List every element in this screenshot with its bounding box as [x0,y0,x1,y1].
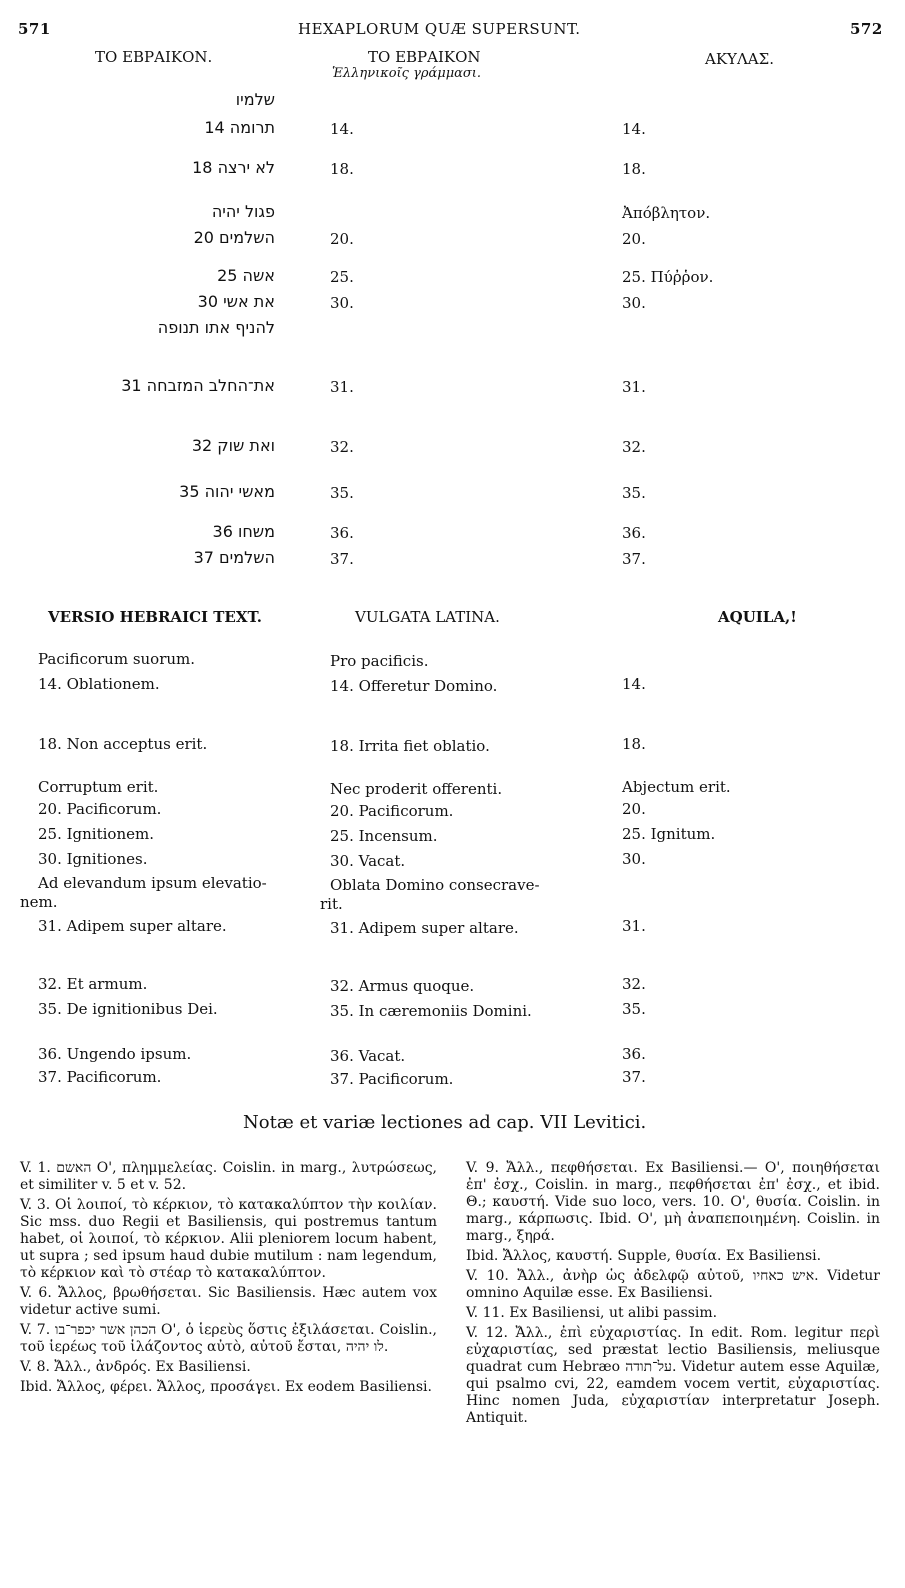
versio-cell: nem. [20,893,58,911]
aquila-greek-cell: 36. [622,524,646,542]
hebrew-cell: תרומה 14 [204,118,275,137]
note-right: V. 9. Ἄλλ., πεφθήσεται. Ex Basiliensi.— O', ποιηθήσεται ἐπ' ἐσχ., Coislin. in marg., πεφθήσεται ἐπ' ἐσχ., et ibid. Θ.; καυστή. Vide suo loco, vers. 10. O', θυσία. Coislin. in marg., κάρπωσις. Ibid. O', μὴ ἀναπεποιημένη. Coislin. in marg., ξηρά. [466,1160,880,1244]
aquila-greek-cell: 18. [622,160,646,178]
aquila-greek-cell: 35. [622,484,646,502]
vulgata-cell: 20. Pacificorum. [330,802,454,820]
hebrew-cell: מאשי יהוה 35 [179,482,275,501]
aquila-latin-cell: 31. [622,917,646,935]
hebrew-cell: השלמים 20 [193,228,275,247]
hebrew-cell: ואת שוק 32 [191,436,275,455]
note-right: V. 11. Ex Basiliensi, ut alibi passim. [466,1305,718,1321]
notes-column-right [466,1160,880,1430]
hebrew-cell: אשה 25 [217,266,275,285]
versio-cell: Corruptum erit. [38,778,159,796]
notes-title: Notæ et variæ lectiones ad cap. VII Levitici. [243,1112,647,1133]
versio-cell: 30. Ignitiones. [38,850,148,868]
hebrew-cell: שלמיו [235,90,275,109]
versio-cell: 32. Et armum. [38,975,148,993]
aquila-greek-cell: Ἀπόβλητον. [622,204,711,222]
greek-transliteration-cell: 18. [330,160,354,178]
aquila-greek-cell: 20. [622,230,646,248]
aquila-latin-cell: 20. [622,800,646,818]
vulgata-cell: Nec proderit offerenti. [330,780,503,798]
versio-cell: 18. Non acceptus erit. [38,735,208,753]
versio-cell: Pacificorum suorum. [38,650,196,668]
note-right: V. 10. Ἄλλ., ἀνὴρ ὡς ἀδελφῷ αὐτοῦ, איש כאחיו. Videtur omnino Aquilæ esse. Ex Basiliensi. [466,1268,881,1301]
aquila-latin-cell: 37. [622,1068,646,1086]
aquila-latin-cell: 35. [622,1000,646,1018]
hebrew-cell: לא ירצה 18 [192,158,275,177]
aquila-greek-cell: 37. [622,550,646,568]
versio-cell: 25. Ignitionem. [38,825,154,843]
greek-transliteration-cell: 20. [330,230,354,248]
aquila-latin-cell: 32. [622,975,646,993]
note-left: Ibid. Ἄλλος, φέρει. Ἄλλος, προσάγει. Ex eodem Basiliensi. [20,1379,432,1395]
notes-column-left [20,1160,437,1399]
aquila-greek-cell: 30. [622,294,646,312]
vulgata-cell: 37. Pacificorum. [330,1070,454,1088]
greek-transliteration-cell: 37. [330,550,354,568]
vulgata-cell: 14. Offeretur Domino. [330,677,498,695]
vulgata-cell: 31. Adipem super altare. [330,919,519,937]
hebrew-cell: את־החלב המזבחה 31 [121,376,275,395]
greek-transliteration-cell: 30. [330,294,354,312]
vulgata-cell: 35. In cæremoniis Domini. [330,1002,532,1020]
vulgata-cell: 36. Vacat. [330,1047,406,1065]
col-heading-vulgata: VULGATA LATINA. [355,608,500,626]
col-heading-hebrew-greek: ΤΟ ΕΒΡΑΙΚΟΝ [368,48,481,66]
versio-cell: 14. Oblationem. [38,675,160,693]
versio-cell: 36. Ungendo ipsum. [38,1045,192,1063]
aquila-latin-cell: 14. [622,675,646,693]
greek-transliteration-cell: 25. [330,268,354,286]
vulgata-cell: 30. Vacat. [330,852,406,870]
aquila-latin-cell: 25. Ignitum. [622,825,716,843]
aquila-greek-cell: 14. [622,120,646,138]
aquila-latin-cell: 36. [622,1045,646,1063]
vulgata-cell: rit. [320,895,343,913]
aquila-greek-cell: 31. [622,378,646,396]
vulgata-cell: 18. Irrita fiet oblatio. [330,737,490,755]
vulgata-cell: Oblata Domino consecrave- [330,876,540,894]
hebrew-cell: משחו 36 [212,522,275,541]
greek-transliteration-cell: 35. [330,484,354,502]
versio-cell: 37. Pacificorum. [38,1068,162,1086]
greek-transliteration-cell: 14. [330,120,354,138]
note-left: V. 1. האשם O', πλημμελείας. Coislin. in marg., λυτρώσεως, et similiter v. 5 et v. 52. [20,1160,437,1193]
hebrew-cell: פגול יהיה [211,202,275,221]
aquila-latin-cell: Abjectum erit. [622,778,731,796]
versio-cell: 20. Pacificorum. [38,800,162,818]
running-title: HEXAPLORUM QUÆ SUPERSUNT. [298,20,581,38]
hebrew-cell: השלמים 37 [193,548,275,567]
aquila-latin-cell: 30. [622,850,646,868]
aquila-greek-cell: 25. Πύῤῥον. [622,268,714,286]
col-heading-versio: VERSIO HEBRAICI TEXT. [48,608,262,626]
versio-cell: 31. Adipem super altare. [38,917,227,935]
greek-transliteration-cell: 36. [330,524,354,542]
aquila-latin-cell: 18. [622,735,646,753]
note-right: Ibid. Ἄλλος, καυστή. Supple, θυσία. Ex Basiliensi. [466,1248,822,1264]
page-number-right: 572 [850,20,883,38]
vulgata-cell: Pro pacificis. [330,652,429,670]
col-heading-hebrew: ΤΟ ΕΒΡΑΙΚΟΝ. [95,48,213,66]
note-left: V. 6. Ἄλλος, βρωθήσεται. Sic Basiliensis. Hæc autem vox videtur active sumi. [20,1285,437,1318]
note-left: V. 7. הכהן אשר יכפר־בו O', ὁ ἱερεὺς ὅστις ἐξιλάσεται. Coislin., τοῦ ἱερέως τοῦ ἱλάζοντος αὐτὸ, αὐτοῦ ἔσται, לו יהיה. [20,1322,437,1355]
col-subheading-greek-letters: Ἑλληνικοῖς γράμμασι. [332,66,482,81]
versio-cell: Ad elevandum ipsum elevatio- [38,874,267,892]
hebrew-cell: להניף אתו תנופה [157,318,275,337]
greek-transliteration-cell: 32. [330,438,354,456]
note-left: V. 8. Ἄλλ., ἀνδρός. Ex Basiliensi. [20,1359,251,1375]
greek-transliteration-cell: 31. [330,378,354,396]
note-left: V. 3. Οἱ λοιποί, τὸ κέρκιον, τὸ κατακαλύπτον τὴν κοιλίαν. Sic mss. duo Regii et Basiliensis, qui postremus tantum habet, οἱ λοιποί, τὸ κέρκιον. Alii pleniorem locum habent, ut supra ; sed ipsum haud dubie mutilum : nam legendum, τὸ κέρκιον καὶ τὸ στέαρ τὸ κατακαλύπτον. [20,1197,437,1281]
col-heading-aquila-greek: ΑΚΥΛΑΣ. [705,50,774,68]
page-number-left: 571 [18,20,51,38]
note-right: V. 12. Ἄλλ., ἐπὶ εὐχαριστίας. In edit. Rom. legitur περὶ εὐχαριστίας, sed præstat lectio Basiliensis, meliusque quadrat cum Hebræo על־תודה. Videtur autem esse Aquilæ, qui psalmo cvi, 22, eamdem vocem vertit, εὐχαριστίας. Hinc nomen Juda, εὐχαριστίαν interpretatur Joseph. Antiquit. [466,1325,881,1426]
col-heading-aquila-latin: AQUILA,! [718,608,797,626]
versio-cell: 35. De ignitionibus Dei. [38,1000,218,1018]
aquila-greek-cell: 32. [622,438,646,456]
vulgata-cell: 32. Armus quoque. [330,977,475,995]
hebrew-cell: את אשי 30 [197,292,275,311]
vulgata-cell: 25. Incensum. [330,827,438,845]
